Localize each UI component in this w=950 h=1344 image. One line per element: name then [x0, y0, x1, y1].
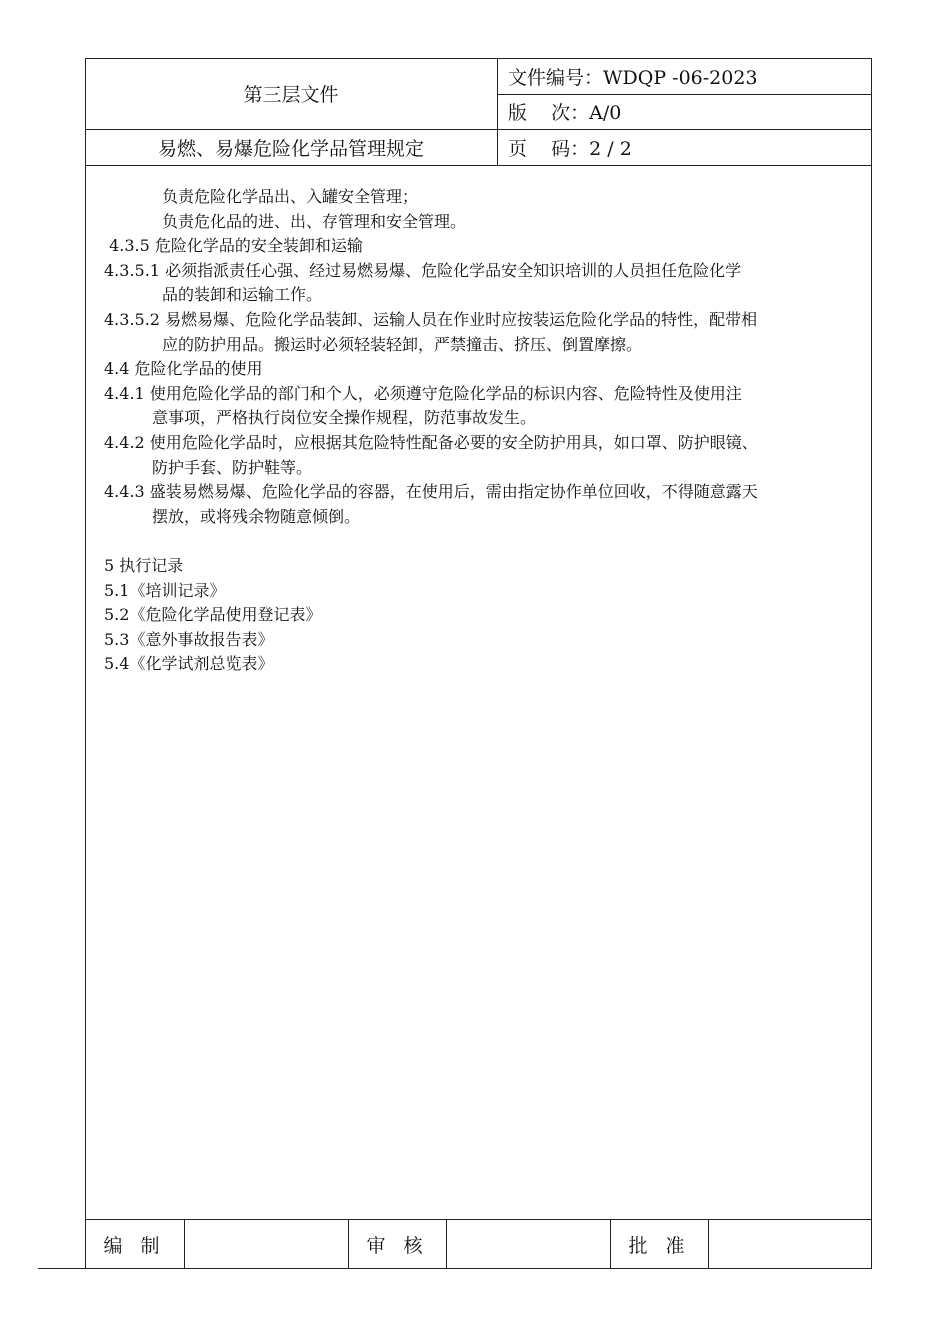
- body-line: 4.4 危险化学品的使用: [104, 359, 263, 379]
- body-line: 4.3.5 危险化学品的安全装卸和运输: [104, 236, 363, 256]
- body-line: [104, 529, 854, 554]
- document-title: [85, 129, 497, 165]
- body-line: 4.4.2 使用危险化学品时，应根据其危险特性配备必要的安全防护用具，如口罩、防护眼镜、: [104, 432, 758, 452]
- body-line: 摆放，或将残余物随意倾倒。: [152, 506, 361, 526]
- body-line: 防护手套、防护鞋等。: [152, 457, 313, 477]
- version-text: 版 次：A/0: [508, 102, 622, 124]
- document-body: [104, 185, 854, 677]
- page-number: [508, 129, 868, 165]
- body-line: 意事项，严格执行岗位安全操作规程，防范事故发生。: [152, 408, 537, 428]
- body-line: 负责危险化学品出、入罐安全管理；: [162, 187, 419, 206]
- review-label: [349, 1220, 446, 1269]
- review-label-text: 审 核: [366, 1235, 429, 1257]
- body-line: 4.4.1 使用危险化学品的部门和个人，必须遵守危险化学品的标识内容、危险特性及使用注: [104, 383, 742, 403]
- body-line: 5.3《意外事故报告表》: [104, 629, 274, 649]
- compile-signature-field[interactable]: [185, 1220, 348, 1269]
- compile-label: [85, 1220, 184, 1269]
- version: [508, 94, 868, 129]
- body-line: 5 执行记录: [104, 555, 184, 575]
- body-line: 4.4.3 盛装易燃易爆、危险化学品的容器，在使用后，需由指定协作单位回收，不得随意露天: [104, 482, 758, 502]
- page-number-text: 页 码：2 / 2: [508, 137, 632, 160]
- header-column-divider: [497, 58, 498, 165]
- body-line: 5.1《培训记录》: [104, 580, 226, 600]
- approve-label-text: 批 准: [628, 1235, 691, 1257]
- body-line: 品的装卸和运输工作。: [162, 285, 323, 305]
- body-line: 5.2《危险化学品使用登记表》: [104, 605, 322, 625]
- document-title-text: 易燃、易爆危险化学品管理规定: [157, 137, 424, 160]
- approve-signature-field[interactable]: [709, 1220, 872, 1269]
- body-line: 应的防护用品。搬运时必须轻装轻卸，严禁撞击、挤压、倒置摩擦。: [162, 334, 643, 354]
- body-line: 负责危化品的进、出、存管理和安全管理。: [162, 211, 467, 231]
- layer-title-text: 第三层文件: [243, 84, 339, 106]
- body-line: 4.3.5.1 必须指派责任心强、经过易燃易爆、危险化学品安全知识培训的人员担任危险化学: [104, 260, 742, 280]
- file-number-text: 文件编号：WDQP -06-2023: [508, 66, 758, 89]
- file-number: [508, 58, 868, 94]
- layer-title: [85, 58, 497, 129]
- header-bottom: [85, 165, 872, 166]
- body-line: 5.4《化学试剂总览表》: [104, 654, 274, 674]
- approve-label: [611, 1220, 708, 1269]
- body-line: 4.3.5.2 易燃易爆、危险化学品装卸、运输人员在作业时应按装运危险化学品的特性，配带相: [104, 309, 758, 329]
- review-signature-field[interactable]: [447, 1220, 610, 1269]
- compile-label-text: 编 制: [103, 1235, 166, 1257]
